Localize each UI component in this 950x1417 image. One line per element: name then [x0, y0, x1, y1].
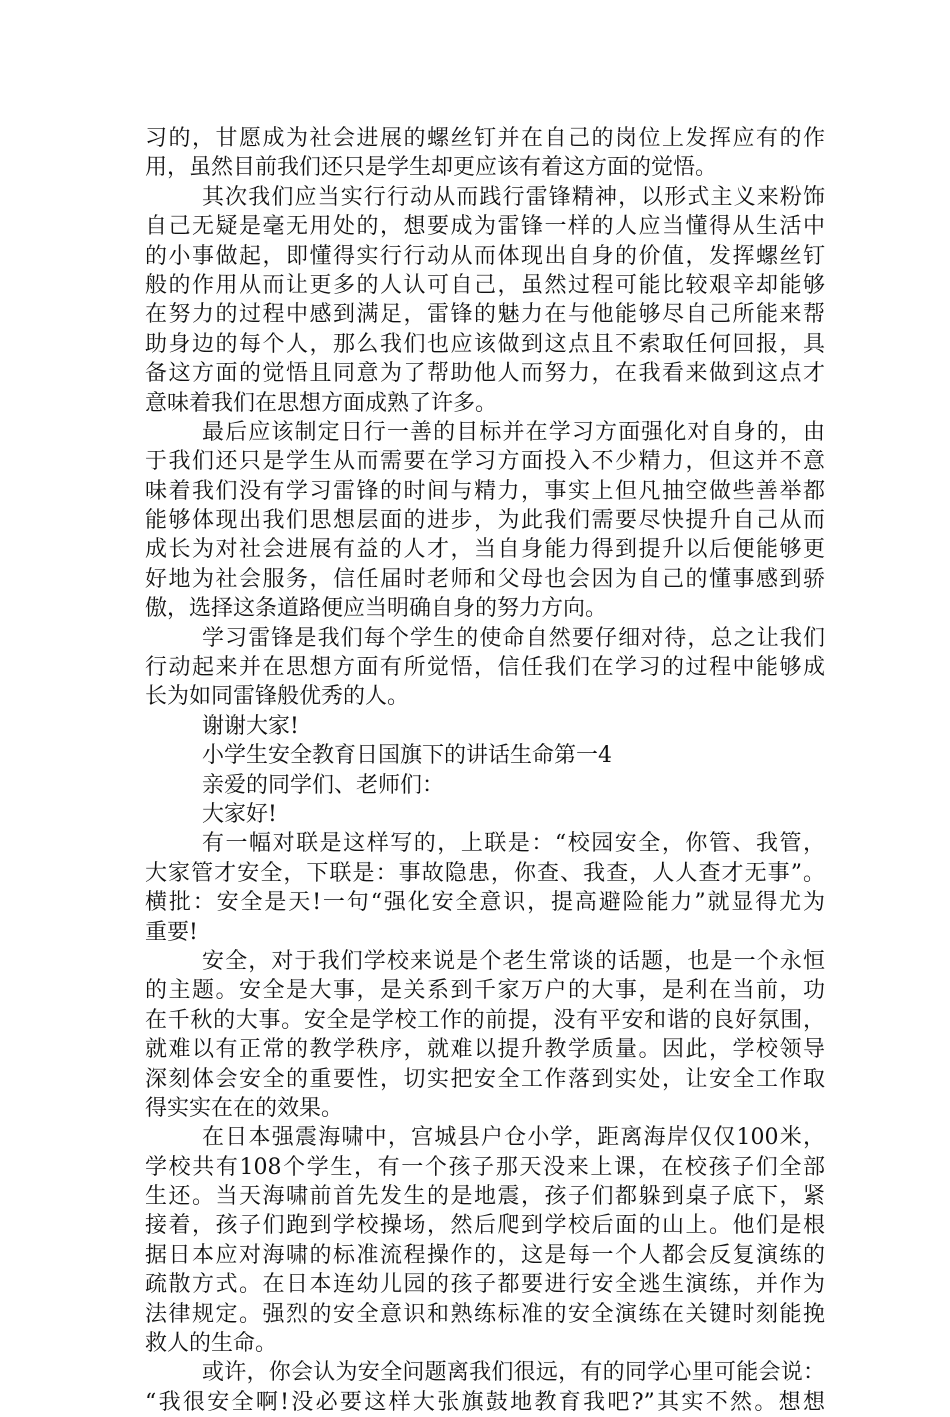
paragraph [145, 771, 825, 800]
text-line: 谢谢大家! [202, 713, 299, 739]
text-line: 其次我们应当实行行动从而践行雷锋精神，以形式主义来粉饰 [202, 184, 825, 210]
text-line: 的主题。安全是大事，是关系到千家万户的大事，是利在当前，功 [145, 978, 825, 1004]
text-line: 自己无疑是毫无用处的，想要成为雷锋一样的人应当懂得从生活中 [145, 214, 825, 240]
text-line: 习的，甘愿成为社会进展的螺丝钉并在自己的岗位上发挥应有的作 [145, 126, 825, 151]
text-line: 横批：安全是天!一句“强化安全意识，提高避险能力”就显得尤为 [145, 890, 825, 916]
paragraph [145, 1123, 825, 1358]
text-line: 或许，你会认为安全问题离我们很远，有的同学心里可能会说： [202, 1360, 825, 1386]
text-line: 好地为社会服务，信任届时老师和父母也会因为自己的懂事感到骄 [145, 566, 825, 592]
text-line: 用，虽然目前我们还只是学生却更应该有着这方面的觉悟。 [145, 155, 718, 181]
paragraph [145, 183, 825, 418]
text-line: 在千秋的大事。安全是学校工作的前提，没有平安和谐的良好氛围， [145, 1007, 825, 1033]
paragraph [145, 1358, 825, 1417]
text-line: 意味着我们在思想方面成熟了许多。 [145, 390, 498, 416]
text-line: 行动起来并在思想方面有所觉悟，信任我们在学习的过程中能够成 [145, 655, 825, 681]
paragraph [145, 624, 825, 712]
text-line: 傲，选择这条道路便应当明确自身的努力方向。 [145, 596, 608, 622]
text-line: 大家好! [202, 801, 277, 827]
text-line: 学校共有108个学生，有一个孩子那天没来上课，在校孩子们全部 [145, 1154, 825, 1180]
text-line: 法律规定。强烈的安全意识和熟练标准的安全演练在关键时刻能挽 [145, 1301, 825, 1327]
text-line: 在努力的过程中感到满足，雷锋的魅力在与他能够尽自己所能来帮 [145, 302, 825, 328]
text-line: 学习雷锋是我们每个学生的使命自然要仔细对待，总之让我们 [202, 625, 825, 651]
text-line: 有一幅对联是这样写的，上联是：“校园安全，你管、我管， [202, 831, 825, 857]
paragraph [145, 800, 825, 829]
text-line: 亲爱的同学们、老师们： [202, 772, 445, 798]
text-line: 最后应该制定日行一善的目标并在学习方面强化对自身的，由 [202, 419, 825, 445]
text-line: 在日本强震海啸中，宫城县户仓小学，距离海岸仅仅100米， [202, 1125, 825, 1151]
text-line: 成长为对社会进展有益的人才，当自身能力得到提升以后便能够更 [145, 537, 825, 563]
text-line: 能够体现出我们思想层面的进步，为此我们需要尽快提升自己从而 [145, 508, 825, 534]
text-line: 接着，孩子们跑到学校操场，然后爬到学校后面的山上。他们是根 [145, 1213, 825, 1239]
paragraph [145, 418, 825, 624]
paragraph [145, 947, 825, 1123]
text-line: 般的作用从而让更多的人认可自己，虽然过程可能比较艰辛却能够 [145, 272, 825, 298]
text-line: 深刻体会安全的重要性，切实把安全工作落到实处，让安全工作取 [145, 1066, 825, 1092]
text-line: 救人的生命。 [145, 1331, 278, 1357]
text-line: 小学生安全教育日国旗下的讲话生命第一4 [202, 743, 612, 769]
text-line: 安全，对于我们学校来说是个老生常谈的话题，也是一个永恒 [202, 948, 825, 974]
text-line: 生还。当天海啸前首先发生的是地震，孩子们都躲到桌子底下，紧 [145, 1184, 825, 1210]
text-line: 重要! [145, 919, 198, 945]
text-line: 于我们还只是学生从而需要在学习方面投入不少精力，但这并不意 [145, 449, 825, 475]
text-line: 的小事做起，即懂得实行行动从而体现出自身的价值，发挥螺丝钉 [145, 243, 825, 269]
text-line: “我很安全啊!没必要这样大张旗鼓地教育我吧?”其实不然。想想 [145, 1389, 825, 1415]
paragraph [145, 741, 825, 770]
paragraph [145, 829, 825, 947]
text-line: 据日本应对海啸的标准流程操作的，这是每一个人都会反复演练的 [145, 1242, 825, 1268]
text-line: 就难以有正常的教学秩序，就难以提升教学质量。因此，学校领导 [145, 1037, 825, 1063]
text-line: 助身边的每个人，那么我们也应该做到这点且不索取任何回报，具 [145, 331, 825, 357]
text-line: 备这方面的觉悟且同意为了帮助他人而努力，在我看来做到这点才 [145, 361, 825, 387]
document-body [145, 124, 825, 1417]
text-line: 疏散方式。在日本连幼儿园的孩子都要进行安全逃生演练，并作为 [145, 1272, 825, 1298]
text-line: 得实实在在的效果。 [145, 1095, 344, 1121]
text-line: 长为如同雷锋般优秀的人。 [145, 684, 410, 710]
paragraph [145, 124, 825, 183]
paragraph [145, 712, 825, 741]
text-line: 大家管才安全，下联是：事故隐患，你查、我查，人人查才无事”。 [145, 860, 825, 886]
text-line: 味着我们没有学习雷锋的时间与精力，事实上但凡抽空做些善举都 [145, 478, 825, 504]
